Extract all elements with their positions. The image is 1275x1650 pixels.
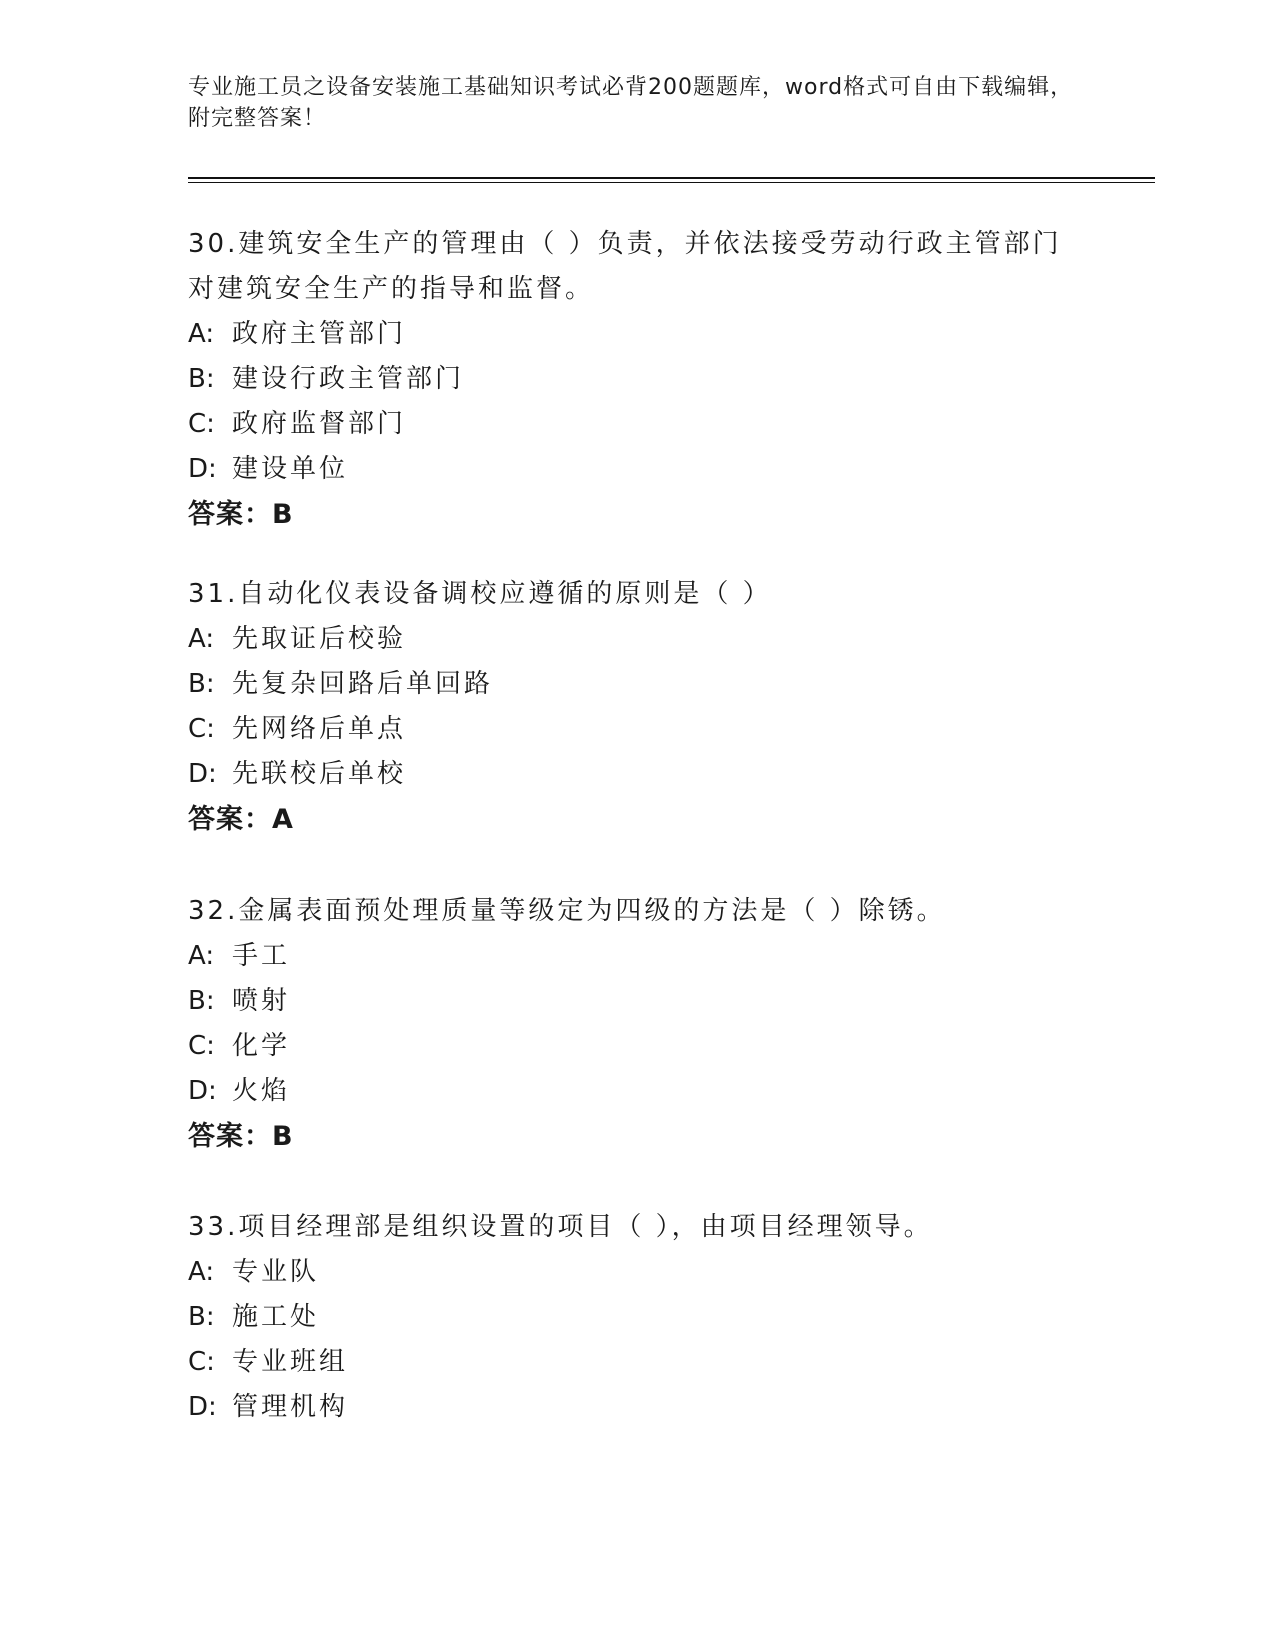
document-header: 专业施工员之设备安装施工基础知识考试必背200题题库，word格式可自由下载编辑，附完整答案！ (188, 75, 1074, 131)
option-text: 政府主管部门 (232, 319, 407, 349)
question-31 (188, 572, 1068, 842)
option-letter: D: (188, 1392, 217, 1422)
option-text: 喷射 (232, 986, 291, 1016)
header-divider-thin (188, 182, 1155, 183)
option-a (188, 934, 1068, 979)
option-text: 建设单位 (232, 454, 349, 484)
option-text: 施工处 (232, 1302, 320, 1332)
option-c (188, 1340, 1068, 1385)
option-letter: D: (188, 454, 217, 484)
question-stem: 32.金属表面预处理质量等级定为四级的方法是（ ）除锈。 (188, 896, 946, 926)
option-letter: A: (188, 941, 215, 971)
option-letter: C: (188, 409, 215, 439)
option-text: 先网络后单点 (232, 714, 407, 744)
option-letter: B: (188, 986, 215, 1016)
option-c (188, 707, 1068, 752)
option-text: 先联校后单校 (232, 759, 407, 789)
question-stem: 31.自动化仪表设备调校应遵循的原则是（ ） (188, 579, 772, 609)
option-text: 管理机构 (232, 1392, 349, 1422)
option-letter: B: (188, 1302, 215, 1332)
option-letter: A: (188, 319, 215, 349)
option-c (188, 1024, 1068, 1069)
header-divider-thick (188, 177, 1155, 179)
question-stem: 30.建筑安全生产的管理由（ ）负责，并依法接受劳动行政主管部门对建筑安全生产的指导和监督。 (188, 229, 1062, 304)
option-letter: C: (188, 1347, 215, 1377)
option-text: 先复杂回路后单回路 (232, 669, 494, 699)
option-d (188, 752, 1068, 797)
question-33 (188, 1205, 1068, 1430)
option-a (188, 312, 1068, 357)
option-text: 手工 (232, 941, 291, 971)
option-text: 政府监督部门 (232, 409, 407, 439)
option-b (188, 1295, 1068, 1340)
answer-line: 答案：A (188, 804, 294, 835)
option-d (188, 1385, 1068, 1430)
option-letter: D: (188, 1076, 217, 1106)
option-a (188, 617, 1068, 662)
option-letter: C: (188, 1031, 215, 1061)
option-text: 火焰 (232, 1076, 291, 1106)
option-text: 专业班组 (232, 1347, 349, 1377)
question-stem: 33.项目经理部是组织设置的项目（ ），由项目经理领导。 (188, 1212, 933, 1242)
answer-line: 答案：B (188, 499, 294, 530)
option-c (188, 402, 1068, 447)
option-b (188, 357, 1068, 402)
option-d (188, 1069, 1068, 1114)
option-text: 建设行政主管部门 (232, 364, 465, 394)
option-text: 专业队 (232, 1257, 320, 1287)
answer-line: 答案：B (188, 1121, 294, 1152)
option-letter: B: (188, 669, 215, 699)
option-letter: D: (188, 759, 217, 789)
option-letter: C: (188, 714, 215, 744)
option-a (188, 1250, 1068, 1295)
question-30 (188, 222, 1068, 537)
option-b (188, 662, 1068, 707)
option-text: 先取证后校验 (232, 624, 407, 654)
option-b (188, 979, 1068, 1024)
option-d (188, 447, 1068, 492)
option-text: 化学 (232, 1031, 291, 1061)
option-letter: B: (188, 364, 215, 394)
question-32 (188, 889, 1068, 1159)
option-letter: A: (188, 624, 215, 654)
option-letter: A: (188, 1257, 215, 1287)
